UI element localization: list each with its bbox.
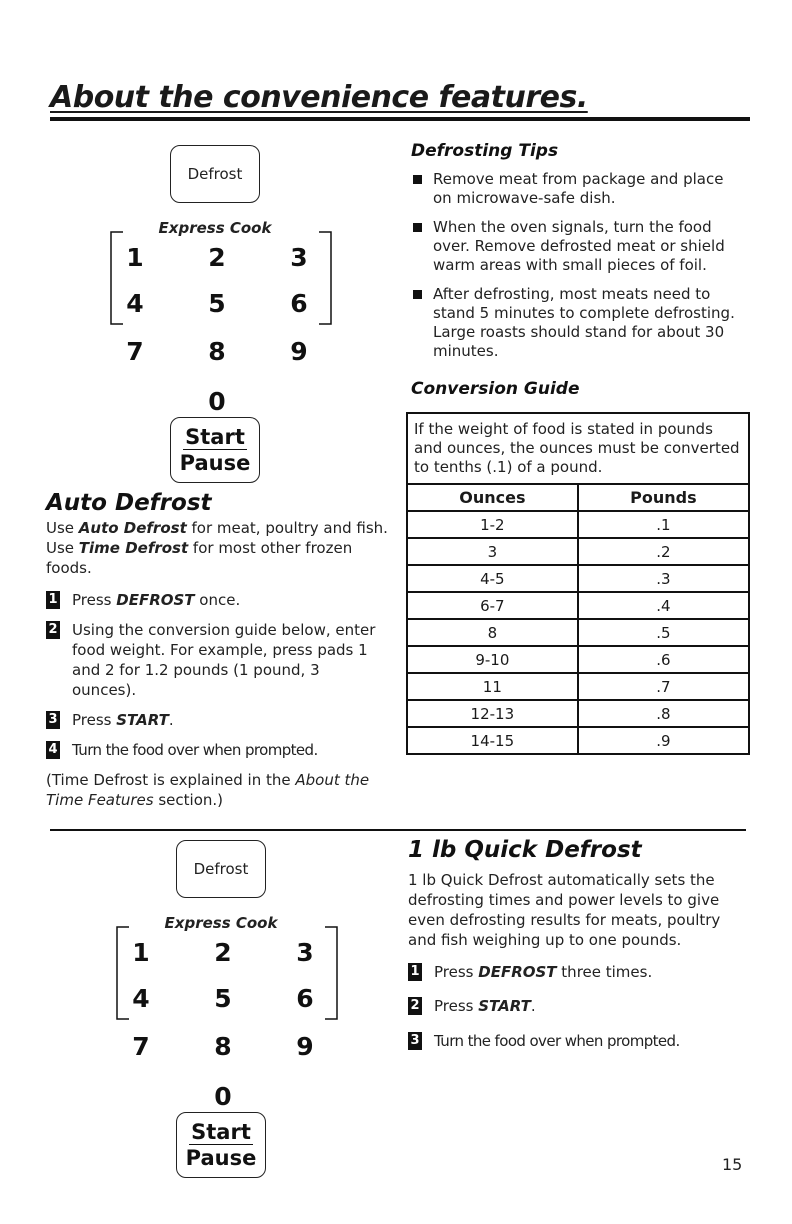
column-header-pounds: Pounds [578, 485, 748, 511]
right-bracket-icon [317, 230, 337, 326]
title-rule [50, 117, 750, 121]
digit-3: 3 [290, 243, 308, 272]
step-number-badge: 2 [46, 621, 60, 639]
table-row: 8 .5 [408, 619, 748, 646]
auto-defrost-heading: Auto Defrost [46, 490, 212, 516]
page-title: About the convenience features. [50, 80, 588, 115]
digit-9: 9 [296, 1032, 314, 1061]
digit-8: 8 [208, 337, 226, 366]
right-bracket-icon [323, 925, 343, 1021]
defrosting-tips-list [411, 170, 751, 371]
quick-defrost-heading: 1 lb Quick Defrost [408, 837, 642, 863]
table-row: 11 .7 [408, 673, 748, 700]
digit-3: 3 [296, 938, 314, 967]
step-number-badge: 2 [408, 997, 422, 1015]
table-row: 4-5 .3 [408, 565, 748, 592]
digit-4: 4 [132, 984, 150, 1013]
keypad-illustration-quick-defrost [101, 840, 341, 1180]
start-label: Start [185, 424, 245, 449]
conversion-intro: If the weight of food is stated in pounds and ounces, the ounces must be converted to tenths (.1) of a pound. [408, 414, 748, 485]
digit-6: 6 [296, 984, 314, 1013]
digit-7: 7 [126, 337, 144, 366]
tip-item: Remove meat from package and place on microwave-safe dish. [411, 170, 751, 208]
defrost-pad: Defrost [176, 840, 266, 898]
defrosting-tips-heading: Defrosting Tips [411, 141, 559, 161]
digit-6: 6 [290, 289, 308, 318]
table-row: 9-10 .6 [408, 646, 748, 673]
defrost-pad: Defrost [170, 145, 260, 203]
step-number-badge: 4 [46, 741, 60, 759]
step-number-badge: 1 [46, 591, 60, 609]
digit-1: 1 [126, 243, 144, 272]
start-pause-pad [176, 1112, 266, 1178]
start-pause-pad [170, 417, 260, 483]
table-row: 6-7 .4 [408, 592, 748, 619]
digit-7: 7 [132, 1032, 150, 1061]
intro-line: Use Auto Defrost for meat, poultry and fish. [46, 519, 388, 537]
digit-2: 2 [208, 243, 226, 272]
page-number: 15 [722, 1155, 743, 1174]
digit-2: 2 [214, 938, 232, 967]
tip-item: When the oven signals, turn the food over. Remove defrosted meat or shield warm areas with small pieces of foil. [411, 218, 751, 275]
start-label: Start [191, 1119, 251, 1144]
table-row: 3 .2 [408, 538, 748, 565]
pause-label: Pause [179, 450, 251, 475]
column-header-ounces: Ounces [408, 485, 578, 511]
intro-line: foods. [46, 559, 92, 577]
section-divider [50, 829, 746, 831]
auto-defrost-intro [46, 518, 391, 578]
time-defrost-note: (Time Defrost is explained in the About the Time Features section.) [46, 771, 370, 809]
conversion-guide-heading: Conversion Guide [411, 379, 580, 399]
digit-8: 8 [214, 1032, 232, 1061]
table-row: 12-13 .8 [408, 700, 748, 727]
step-number-badge: 3 [408, 1032, 422, 1050]
digit-4: 4 [126, 289, 144, 318]
digit-9: 9 [290, 337, 308, 366]
intro-line: Use Time Defrost for most other frozen [46, 539, 353, 557]
table-row: 14-15 .9 [408, 727, 748, 753]
digit-0: 0 [214, 1082, 232, 1111]
conversion-guide-box [406, 412, 750, 755]
digit-0: 0 [208, 387, 226, 416]
auto-defrost-step-2: 2 Using the conversion guide below, enter food weight. For example, press pads 1 and 2 for 1.2 pounds (1 pound, 3 ounces). [46, 620, 391, 700]
digit-1: 1 [132, 938, 150, 967]
keypad-illustration-auto-defrost [95, 145, 335, 485]
express-cook-label: Express Cook [158, 219, 272, 237]
digit-5: 5 [208, 289, 226, 318]
tip-item: After defrosting, most meats need to stand 5 minutes to complete defrosting. Large roasts should stand for about 30 minutes. [411, 285, 751, 361]
conversion-table [408, 485, 748, 753]
digit-5: 5 [214, 984, 232, 1013]
table-row: 1-2 .1 [408, 511, 748, 538]
pause-label: Pause [185, 1145, 257, 1170]
step-number-badge: 3 [46, 711, 60, 729]
step-number-badge: 1 [408, 963, 422, 981]
express-cook-label: Express Cook [164, 914, 278, 932]
table-header-row [408, 485, 748, 511]
quick-defrost-intro: 1 lb Quick Defrost automatically sets the defrosting times and power levels to give even defrosting results for meats, poultry and fish weighing up to one pounds. [408, 871, 721, 949]
